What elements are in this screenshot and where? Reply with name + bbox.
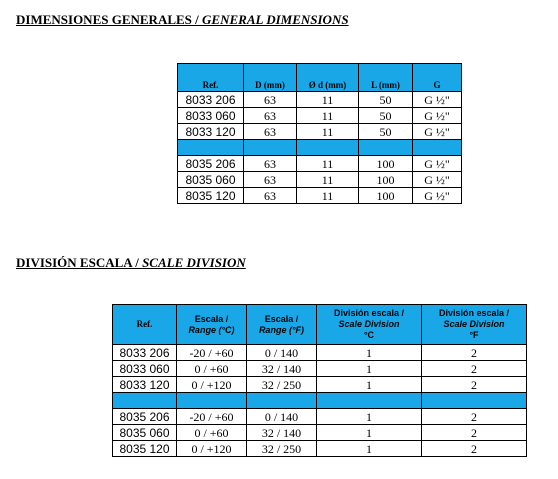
separator-cell: [247, 393, 317, 409]
table-row: [113, 377, 527, 393]
header-line: Range (°F): [258, 324, 305, 335]
table-row: [113, 441, 527, 457]
cell-length: 50: [359, 92, 413, 108]
header-line: Range (°C): [188, 324, 235, 335]
cell-diameter: 63: [244, 188, 297, 204]
header-diameter: D (mm): [244, 64, 297, 92]
cell-diameter: 63: [244, 172, 297, 188]
table-row: [113, 409, 527, 425]
cell-range-celsius: 0 / +60: [177, 361, 247, 377]
cell-ref: 8035 206: [113, 409, 177, 425]
scale-division-table: [112, 304, 527, 457]
table-row: [113, 425, 527, 441]
cell-diameter: 63: [244, 124, 297, 140]
separator-cell: [297, 140, 359, 156]
header-line: División escala /: [438, 308, 510, 318]
table-row: [113, 361, 527, 377]
header-length: L (mm): [359, 64, 413, 92]
cell-inner-diameter: 11: [297, 92, 359, 108]
header-line: °C: [363, 330, 375, 340]
cell-ref: 8035 060: [113, 425, 177, 441]
separator-cell: [244, 140, 297, 156]
cell-division-fahrenheit: 2: [422, 345, 527, 361]
section-title-scale-division: [16, 255, 246, 271]
cell-division-celsius: 1: [317, 409, 422, 425]
header-line: Scale Division: [338, 319, 400, 329]
cell-division-celsius: 1: [317, 441, 422, 457]
header-line: Scale Division: [443, 319, 505, 329]
header-ref-label: Ref.: [136, 319, 153, 329]
header-row: [113, 305, 527, 345]
cell-division-celsius: 1: [317, 345, 422, 361]
cell-range-fahrenheit: 32 / 250: [247, 441, 317, 457]
cell-range-fahrenheit: 32 / 140: [247, 425, 317, 441]
cell-length: 100: [359, 156, 413, 172]
header-line: °F: [469, 330, 479, 340]
cell-ref: 8033 206: [113, 345, 177, 361]
separator-cell: [317, 393, 422, 409]
header-line: Escala /: [264, 313, 299, 324]
cell-range-celsius: 0 / +120: [177, 441, 247, 457]
cell-range-fahrenheit: 32 / 140: [247, 361, 317, 377]
cell-range-fahrenheit: 32 / 250: [247, 377, 317, 393]
cell-thread: G ½": [413, 172, 462, 188]
separator-cell: [359, 140, 413, 156]
cell-thread: G ½": [413, 92, 462, 108]
header-ref: [113, 305, 177, 345]
dimensions-table: [177, 63, 462, 204]
cell-diameter: 63: [244, 92, 297, 108]
cell-length: 50: [359, 108, 413, 124]
header-row: [178, 64, 462, 92]
cell-thread: G ½": [413, 124, 462, 140]
table-row: [178, 92, 462, 108]
header-range-celsius: [177, 305, 247, 345]
table-row: [178, 108, 462, 124]
title-separator: /: [131, 255, 143, 270]
cell-diameter: 63: [244, 156, 297, 172]
cell-ref: 8033 120: [178, 124, 244, 140]
table-row: [178, 188, 462, 204]
cell-length: 100: [359, 172, 413, 188]
cell-range-celsius: 0 / +120: [177, 377, 247, 393]
cell-division-celsius: 1: [317, 425, 422, 441]
title-separator: /: [191, 12, 203, 27]
title-spanish: DIMENSIONES GENERALES: [16, 12, 192, 27]
cell-inner-diameter: 11: [297, 156, 359, 172]
header-range-fahrenheit: [247, 305, 317, 345]
title-english: SCALE DIVISION: [142, 255, 246, 270]
header-line: División escala /: [333, 308, 405, 318]
cell-length: 100: [359, 188, 413, 204]
cell-ref: 8035 060: [178, 172, 244, 188]
cell-ref: 8035 120: [178, 188, 244, 204]
separator-cell: [177, 393, 247, 409]
cell-ref: 8033 206: [178, 92, 244, 108]
header-thread: G: [413, 64, 462, 92]
section-title-dimensions: [16, 12, 349, 28]
cell-range-fahrenheit: 0 / 140: [247, 409, 317, 425]
separator-cell: [413, 140, 462, 156]
cell-inner-diameter: 11: [297, 124, 359, 140]
cell-ref: 8035 120: [113, 441, 177, 457]
table-row: [178, 172, 462, 188]
cell-range-fahrenheit: 0 / 140: [247, 345, 317, 361]
title-english: GENERAL DIMENSIONS: [202, 12, 349, 27]
cell-ref: 8033 060: [113, 361, 177, 377]
cell-thread: G ½": [413, 156, 462, 172]
separator-row: [113, 393, 527, 409]
title-spanish: DIVISIÓN ESCALA: [16, 255, 132, 270]
header-inner-diameter: Ø d (mm): [297, 64, 359, 92]
cell-range-celsius: 0 / +60: [177, 425, 247, 441]
cell-division-fahrenheit: 2: [422, 441, 527, 457]
cell-ref: 8033 060: [178, 108, 244, 124]
separator-row: [178, 140, 462, 156]
cell-thread: G ½": [413, 108, 462, 124]
cell-diameter: 63: [244, 108, 297, 124]
table-row: [113, 345, 527, 361]
separator-cell: [113, 393, 177, 409]
cell-division-fahrenheit: 2: [422, 377, 527, 393]
header-division-celsius: [317, 305, 422, 345]
cell-range-celsius: -20 / +60: [177, 409, 247, 425]
cell-inner-diameter: 11: [297, 108, 359, 124]
header-line: Escala /: [194, 313, 229, 324]
cell-division-fahrenheit: 2: [422, 409, 527, 425]
cell-division-fahrenheit: 2: [422, 361, 527, 377]
separator-cell: [422, 393, 527, 409]
cell-division-celsius: 1: [317, 377, 422, 393]
cell-inner-diameter: 11: [297, 172, 359, 188]
header-division-fahrenheit: [422, 305, 527, 345]
header-ref: Ref.: [178, 64, 244, 92]
cell-range-celsius: -20 / +60: [177, 345, 247, 361]
cell-division-fahrenheit: 2: [422, 425, 527, 441]
cell-inner-diameter: 11: [297, 188, 359, 204]
table-row: [178, 124, 462, 140]
separator-cell: [178, 140, 244, 156]
cell-thread: G ½": [413, 188, 462, 204]
cell-length: 50: [359, 124, 413, 140]
cell-ref: 8035 206: [178, 156, 244, 172]
cell-ref: 8033 120: [113, 377, 177, 393]
table-row: [178, 156, 462, 172]
cell-division-celsius: 1: [317, 361, 422, 377]
